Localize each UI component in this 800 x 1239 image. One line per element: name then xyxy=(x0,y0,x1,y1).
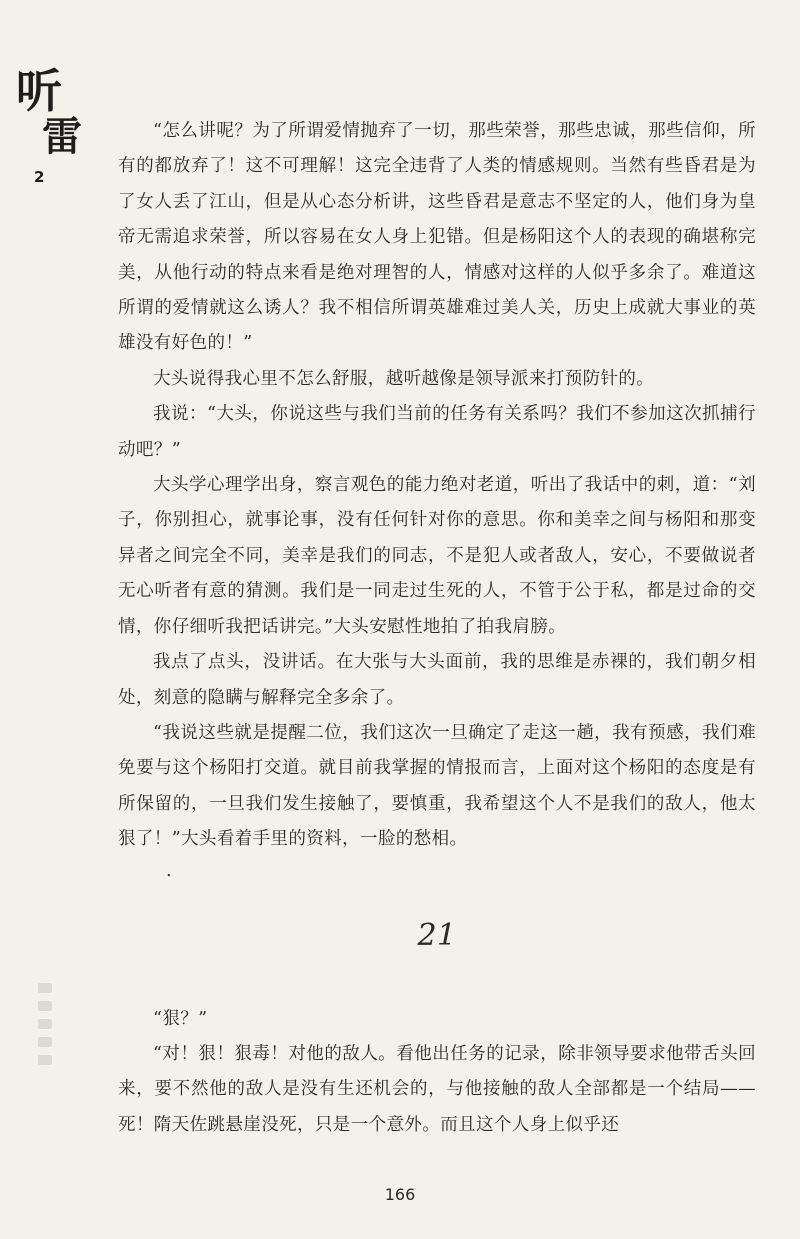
paragraph: “我说这些就是提醒二位，我们这次一旦确定了走这一趟，我有预感，我们难免要与这个杨阳打交道。就目前我掌握的情报而言，上面对这个杨阳的态度是有所保留的，一旦我们发生接触了，要慎重，我希望这个人不是我们的敌人，他太狠了！”大头看着手里的资料，一脸的愁相。 xyxy=(118,722,756,850)
body-text xyxy=(118,114,756,1143)
book-title-char-1: 听 xyxy=(16,64,62,118)
bleed-mark xyxy=(38,1019,52,1029)
bleed-mark xyxy=(38,1055,52,1065)
paragraph: 大头说得我心里不怎么舒服，越听越像是领导派来打预防针的。 xyxy=(153,368,655,389)
paragraph: “狠？” xyxy=(153,1008,208,1029)
paragraph: “怎么讲呢？为了所谓爱情抛弃了一切，那些荣誉，那些忠诚，那些信仰，所有的都放弃了！这不可理解！这完全违背了人类的情感规则。当然有些昏君是为了女人丢了江山，但是从心态分析讲，这些昏君是意志不坚定的人，他们身为皇帝无需追求荣誉，所以容易在女人身上犯错。但是杨阳这个人的表现的确堪称完美，从他行动的特点来看是绝对理智的人，情感对这样的人似乎多余了。难道这所谓的爱情就这么诱人？我不相信所谓英雄难过美人关，历史上成就大事业的英雄没有好色的！” xyxy=(118,121,756,354)
paragraph: “对！狠！狠毒！对他的敌人。看他出任务的记录，除非领导要求他带舌头回来，要不然他的敌人是没有生还机会的，与他接触的敌人全部都是一个结局——死！隋天佐跳悬崖没死，只是一个意外。而且这个人身上似乎还 xyxy=(118,1043,756,1135)
chapter-number: 21 xyxy=(417,917,457,953)
bleed-through-marks xyxy=(38,975,58,1115)
section-dot: . xyxy=(166,860,172,881)
paragraph: 我点了点头，没讲话。在大张与大头面前，我的思维是赤裸的，我们朝夕相处，刻意的隐瞒与解释完全多余了。 xyxy=(118,652,756,708)
bleed-mark xyxy=(38,1001,52,1011)
page-number: 166 xyxy=(384,1185,416,1204)
volume-number: 2 xyxy=(34,168,45,186)
paragraph: 我说：“大头，你说这些与我们当前的任务有关系吗？我们不参加这次抓捕行动吧？” xyxy=(118,404,756,460)
bleed-mark xyxy=(38,983,52,993)
book-title xyxy=(16,66,86,186)
bleed-mark xyxy=(38,1037,52,1047)
paragraph: 大头学心理学出身，察言观色的能力绝对老道，听出了我话中的刺，道：“刘子，你别担心，就事论事，没有任何针对你的意思。你和美幸之间与杨阳和那变异者之间完全不同，美幸是我们的同志，不是犯人或者敌人，安心，不要做说者无心听者有意的猜测。我们是一同走过生死的人，不管于公于私，都是过命的交情，你仔细听我把话讲完。”大头安慰性地拍了拍我肩膀。 xyxy=(118,475,756,637)
book-title-char-2: 雷 xyxy=(42,113,82,160)
